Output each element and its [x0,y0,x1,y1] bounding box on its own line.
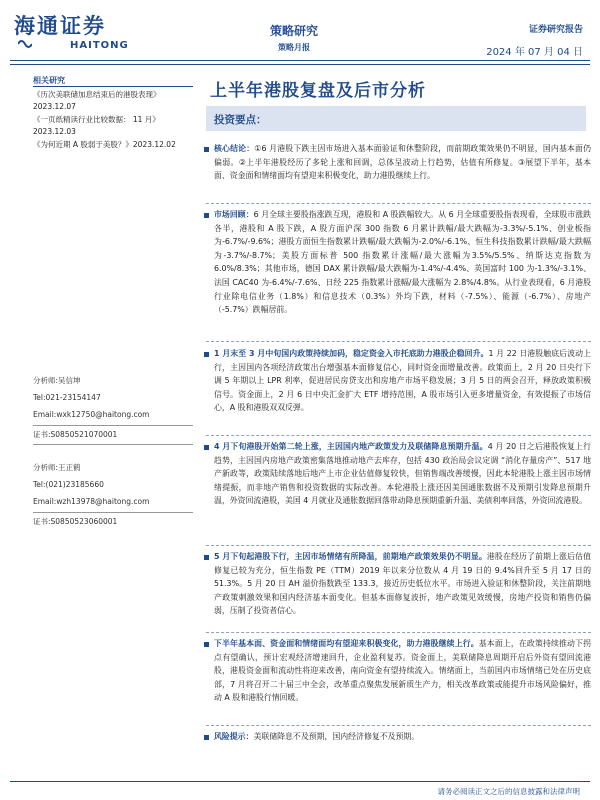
page-title: 上半年港股复盘及后市分析 [210,81,426,101]
section-market-review [206,208,591,317]
section-text: 港股在经历了前期上涨后估值修复已较为充分，恒生指数 PE（TTM）2019 年以来分位数从 4 月 19 日的 9.4%回升至 5 月 17 日的 51.3%。5 月 20 日 AH 溢价指数跌至 133.3，接近历史低位水平。市场进入验证和休整阶段，关注前期地产政策刺激效果和国内经济基本面变化。但基本面修复波折，地产政策见效缓慢，房地产投资和销售仍偏弱，压制了投资者信心。 [214,552,591,616]
related-item-title[interactable]: 《一页纸精读行业比较数据： 11 月》 [33,115,160,124]
related-item-row [33,139,213,150]
square-bullet-icon [204,555,209,560]
square-bullet-icon [204,445,209,450]
section-text: 美联储降息不及预期，国内经济修复不及预期。 [253,732,420,741]
related-item-title[interactable]: 《历次美联储加息结束后的港股表现》 [33,90,161,99]
section-text: 1 月 22 日港股触底后波动上行，主因国内各项经济政策出台增强基本面修复信心，同时资金面增量改善。政策面上，2 月 20 日央行下调 5 年期以上 LPR 利率，促进居民房贷支出和房地产市场平稳发展；3 月 5 日的两会召开，释放政策积极信号。资金面上，2 月 6 日中央汇金扩大 ETF 增持范围，A 股市场引入更多增量资金，有效提振了市场信心，A 股和港股双双反弹。 [214,349,591,413]
footer-disclaimer: 请务必阅读正文之后的信息披露和法律声明 [437,787,580,796]
analyst-name: 分析师:吴信坤 [33,376,81,385]
section-lead: 下半年基本面、资金面和情绪面均有望迎来积极变化，助力港股继续上行。 [214,639,479,648]
section-lead: 5 月下旬起港股下行，主因市场情绪有所降温，前期地产政策效果仍不明显。 [214,552,487,561]
related-research-heading: 相关研究 [33,76,65,85]
section-lead: 4 月下旬港股开始第二轮上涨，主因国内地产政策发力及联储降息预期升温。 [214,442,488,451]
section-divider [206,545,591,546]
section-divider [206,435,591,436]
square-bullet-icon [204,352,209,357]
section-text: ①6 月港股下跌主因市场进入基本面验证和休整阶段，而前期政策效果仍不明显，国内基本面仍偏弱。②上半年港股经历了多轮上涨和回调，总体呈波动上行趋势，估值有所修复。③展望下半年，基本面、资金面和情绪面均有望迎来积极变化，助力港股继续上行。 [214,144,591,181]
section-divider [206,341,591,342]
square-bullet-icon [204,735,209,740]
related-item-date: 2023.12.07 [33,102,76,111]
analyst-divider [33,444,193,445]
square-bullet-icon [204,213,209,218]
doc-subtype: 策略月报 [278,43,310,52]
section-core-conclusion [206,142,591,183]
section-text: 6 月全球主要股指涨跌互现，港股和 A 股跌幅较大。从 6 月全球重要股指表现看，全球股市涨跌各半，港股和 A 股下跌，A 股方面沪深 300 指数 6 月累计跌幅/最大跌幅为-3.3%/-5.1%、创业板指为-6.7%/-9.6%；港股方面恒生指数累计跌幅/最大跌幅为-2.0%/-6.1%、恒生科技指数累计跌幅/最大跌幅为-3.7%/-8.7%；美股方面标普 500 指数累计涨幅/最大涨幅为3.5%/5.5%、纳斯达克指数为 6.0%/8.3%；其他市场，德国 DAX 累计跌幅/最大跌幅为-1.4%/-4.4%、英国富时 100 为-1.3%/-3.1%、法国 CAC40 为-6.4%/-7.6%、日经 225 指数累计涨幅/最大涨幅为 2.8%/4.8%。从行业表现看，6 月港股行业除电信业务（1.8%）和信息技术（0.3%）外均下跌，材料（-7.5%）、能源（-6.7%）、房地产（-5.7%）跌幅居前。 [214,210,591,315]
section-lead: 风险提示： [214,732,254,741]
square-bullet-icon [204,147,209,152]
section-lead: 市场回顾： [214,210,254,219]
analyst-cert: 证书:S0850521070001 [33,430,118,439]
section-text: 基本面上，在政策持续推动下拐点有望确认，预计宏观经济增速回升，企业盈利复苏。资金面上，美联储降息周期开启后外资有望回流港股，港股资金面和流动性将迎来改善，南向资金有望持续流入。情绪面上，当前国内市场情绪已处在历史底部，7 月将召开二十届三中全会，改革重点聚焦发展新质生产力，相关改革政策或能提升市场风险偏好，推动 A 股和港股行情回暖。 [214,639,591,703]
footer-rule [10,781,590,782]
section-lead: 核心结论： [214,144,255,153]
summary-label: 投资要点： [214,114,267,126]
company-logo-cn: 海通证券 [14,13,106,38]
report-series: 证券研究报告 [528,25,583,35]
section-risk [206,730,591,744]
header-rule-thin [10,64,590,65]
related-item-date: 2023.12.03 [33,127,76,136]
analyst-cert: 证书:S0850523060001 [33,517,118,526]
company-logo-en: HAITONG [70,40,129,51]
analyst-email[interactable]: Email:wzh13978@haitong.com [33,497,150,506]
analyst-name: 分析师:王正鹤 [33,463,81,472]
related-divider [33,86,193,87]
related-item-title[interactable]: 《为何近期 A 股弱于美股？》 [33,140,133,149]
analyst-tel: Tel:(021)23185660 [33,480,104,489]
analyst-tel: Tel:021-23154147 [33,393,101,402]
section-text: 4 月 20 日之后港股恢复上行趋势，主因国内房地产政策密集落地推动地产去库存，包括 430 政治局会议定调 “消化存量房产”、517 地产新政等，政策陆续落地后地产上市企业估值修复较快，但销售端改善缓慢，因此本轮港股上涨主因市场情绪提振，而非地产销售和投资数据的实际改善。本轮港股上涨还因美国通胀数据不及预期引发降息预期升温，外资回流港股，美国 4 月就业及通胀数据回落带动降息预期重新升温、美债利率回落，外资回流港股。 [214,442,591,506]
header-rule [10,60,590,61]
section-jan-mar [206,347,591,415]
related-item-date: 2023.12.02 [132,140,176,149]
section-may [206,550,591,618]
doc-type: 策略研究 [270,24,319,38]
section-outlook [206,637,591,705]
analyst-email[interactable]: Email:wxk12750@haitong.com [33,410,150,419]
square-bullet-icon [204,642,209,647]
section-divider [206,725,591,726]
section-divider [206,203,591,204]
section-divider [206,632,591,633]
section-april [206,440,591,508]
section-lead: 1 月末至 3 月中旬国内政策持续加码，稳定资金入市托底助力港股企稳回升。 [214,349,489,358]
report-date: 2024 年 07 月 04 日 [486,47,583,58]
